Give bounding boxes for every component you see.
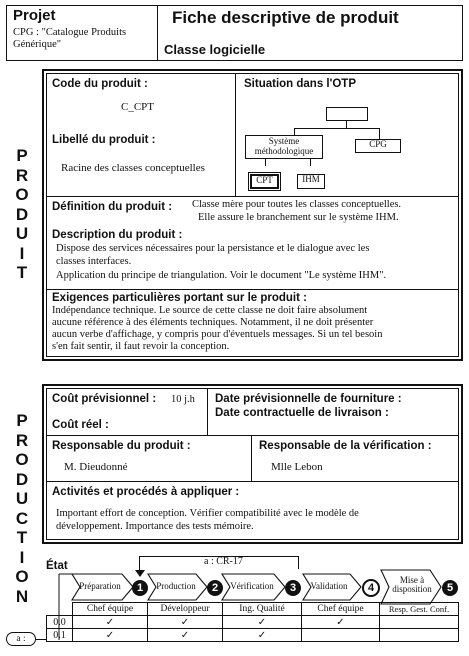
- section-letter: D: [15, 204, 29, 224]
- section-letter: N: [15, 586, 29, 606]
- step-label-verification: Vérification: [230, 581, 274, 591]
- step-number-5: 5: [442, 580, 458, 596]
- section-letter: P: [16, 411, 28, 430]
- section-letter: O: [15, 185, 29, 204]
- code-value: C_CPT: [121, 101, 155, 113]
- otp-systeme-node: Système méthodologique: [245, 135, 323, 159]
- page-title: Fiche descriptive de produit: [172, 8, 399, 27]
- section-letter: O: [15, 567, 29, 586]
- step-number-2: 2: [207, 580, 223, 596]
- section-letter: C: [15, 508, 29, 528]
- etat-table: [46, 602, 459, 642]
- section-letter: O: [15, 450, 29, 469]
- exigences-line3: aucun verbe d'affichage, y compris pour d'éventuels messages. Si un tel besoin: [52, 329, 383, 340]
- row-mark: ✓: [223, 616, 302, 629]
- row-tag: a :: [6, 632, 36, 646]
- col-developpeur: Développeur: [148, 603, 223, 616]
- section-letter: T: [16, 263, 28, 282]
- description-line2: classes interfaces.: [56, 256, 132, 267]
- activites-label: Activités et procédés à appliquer :: [52, 486, 240, 498]
- projet-value-line2: Générique": [13, 39, 62, 50]
- definition-line2: Elle assure le branchement sur le système IHM.: [198, 212, 399, 223]
- col-chef-equipe-2: Chef équipe: [302, 603, 380, 616]
- section-letter: U: [15, 224, 29, 243]
- definition-label: Définition du produit :: [52, 201, 173, 213]
- row-mark: ✓: [73, 629, 148, 642]
- row-mark: [302, 629, 380, 642]
- exigences-line2: aucune référence à des éléments techniques. Notamment, il ne doit présenter: [52, 317, 374, 328]
- row-mark: [380, 629, 459, 642]
- projet-label: Projet: [13, 7, 56, 24]
- row-mark: [380, 616, 459, 629]
- section-letter: D: [15, 469, 29, 489]
- libelle-label: Libellé du produit :: [52, 134, 156, 146]
- row-mark: ✓: [223, 629, 302, 642]
- cout-prev-value: 10 j.h: [171, 394, 195, 405]
- section-letter: I: [19, 243, 25, 263]
- etat-header-row: [47, 603, 459, 616]
- step-number-3: 3: [285, 580, 301, 596]
- otp-cpg-node: CPG: [355, 139, 401, 153]
- cout-prev-label: Coût prévisionnel :: [52, 393, 157, 405]
- step-label-validation: Validation: [310, 581, 348, 591]
- exigences-line1: Indépendance technique. Le source de cette classe ne doit faire absolument: [52, 305, 368, 316]
- libelle-value: Racine des classes conceptuelles: [61, 162, 205, 174]
- section-letter: I: [19, 547, 25, 567]
- definition-line1: Classe mère pour toutes les classes conceptuelles.: [192, 199, 402, 210]
- section-letter: R: [15, 430, 29, 450]
- date-prev-label: Date prévisionnelle de fourniture :: [215, 393, 402, 405]
- section-letter: P: [16, 146, 28, 165]
- table-row: [47, 629, 459, 642]
- step-label-mise-disposition: Mise à disposition: [392, 575, 432, 595]
- otp-cpt-node: CPT: [250, 174, 279, 189]
- step-number-4: 4: [362, 579, 380, 597]
- page-subtitle: Classe logicielle: [164, 42, 266, 57]
- row-mark: ✓: [302, 616, 380, 629]
- cout-reel-label: Coût réel :: [52, 419, 109, 431]
- resp-verif-label: Responsable de la vérification :: [259, 440, 432, 452]
- date-contr-label: Date contractuelle de livraison :: [215, 407, 389, 419]
- description-line1: Dispose des services nécessaires pour la persistance et le dialogue avec les: [56, 243, 370, 254]
- resp-produit-label: Responsable du produit :: [52, 440, 191, 452]
- row-version: 0.1: [47, 629, 73, 642]
- description-label: Description du produit :: [52, 229, 183, 241]
- resp-verif-value: Mlle Lebon: [271, 461, 323, 473]
- row-mark: ✓: [148, 629, 223, 642]
- section-letter: T: [16, 528, 28, 547]
- row-version: 0.0: [47, 616, 73, 629]
- step-label-preparation: Préparation: [79, 581, 121, 591]
- description-line3: Application du principe de triangulation. Voir le document "Le système IHM".: [56, 270, 387, 281]
- code-label: Code du produit :: [52, 78, 148, 90]
- resp-produit-value: M. Dieudonné: [64, 461, 128, 473]
- etat-label: État: [46, 560, 68, 572]
- otp-ihm-node: IHM: [297, 174, 325, 189]
- projet-value-line1: CPG : "Catalogue Produits: [13, 27, 127, 38]
- step-number-1: 1: [132, 580, 148, 596]
- col-resp-gest-conf: Resp. Gest. Conf.: [380, 603, 459, 616]
- activites-line2: développement. Importance des tests mémoire.: [56, 521, 254, 532]
- annotation-text: a : CR-17: [204, 556, 243, 567]
- table-row: [47, 616, 459, 629]
- row-mark: ✓: [73, 616, 148, 629]
- section-letter: U: [15, 489, 29, 508]
- section-letter: R: [15, 165, 29, 185]
- exigences-label: Exigences particulières portant sur le produit :: [52, 292, 307, 304]
- activites-line1: Important effort de conception. Vérifier compatibilité avec le modèle de: [56, 508, 359, 519]
- otp-label: Situation dans l'OTP: [244, 78, 356, 90]
- col-ing-qualite: Ing. Qualité: [223, 603, 302, 616]
- exigences-line4: s'en fait sentir, il faut revoir la conception.: [52, 341, 230, 352]
- step-label-production: Production: [156, 581, 196, 591]
- col-chef-equipe-1: Chef équipe: [73, 603, 148, 616]
- row-mark: ✓: [148, 616, 223, 629]
